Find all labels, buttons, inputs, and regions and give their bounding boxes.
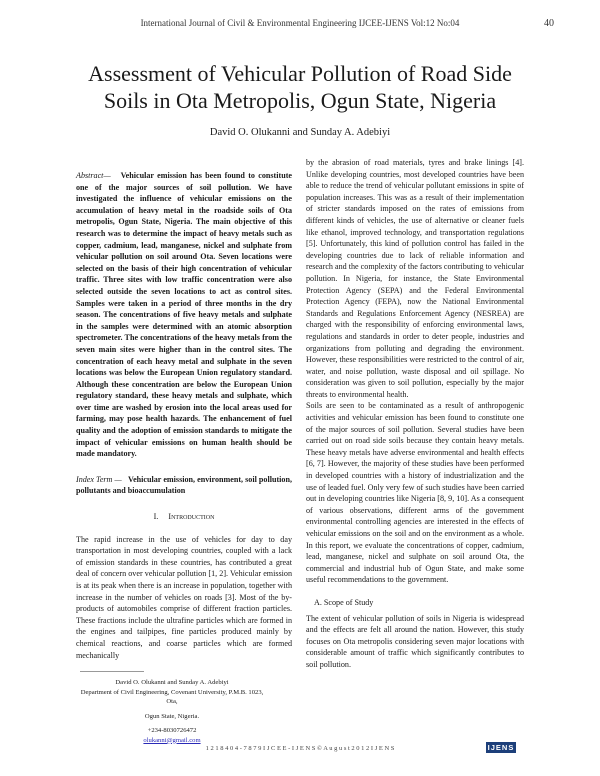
intro-paragraph: The rapid increase in the use of vehicles for day to day transportation in most developing countries, coupled with a lack of emission standards in these countries, has contributed a great deal of concern over vehicular pollution [1, 2]. Vehicular emission is at its peak when there is an increase in population, together with increase in the number of vehicles on roads [3]. Most of the by-products of automobiles comprise of different fraction particles. These fractions include the ultrafine particles which are formed in the engines and tailpipes, fine particles produced mainly by chemical reactions, and coarse particles which are formed mechanically — [76, 534, 292, 660]
index-terms-label: Index Term — [76, 474, 113, 484]
footnote-line: Ogun State, Nigeria. — [144, 712, 200, 720]
abstract-text: Vehicular emission has been found to constitute one of the major sources of soil pollution. We have investigated the influence of vehicular emissions on the accumulation of heavy metal in the roadside soils of Ota metropolis, Ogun State, Nigeria. The main objective of this research was to determine the impact of heavy metals such as copper, cadmium, lead, manganese, nickel and sulphate from vehicular pollution on soil around Ota. Seven locations were selected on the basis of their high concentration of vehicular traffic. Three sites with low traffic concentration were also selected outside the seven locations to act as control sites. Samples were taken in a period of three months in the dry season. The concentrations of five heavy metals and sulphate in the samples were determined with an atomic absorption spectrometer. The concentrations of the heavy metals from the seven main sites were higher than in the control sites. The concentration of each heavy metal and sulphate in the seven locations was below the European Union regulatory standard. Although these concentration are below the European Union regulatory standard, these heavy metals and sulphate, which over time are washed by erosion into the local areas used for farming, may pose health hazards. The enhancement of fuel quality and the adoption of emission standards to mitigate the impact of vehicular emissions on human health should be made mandatory. — [76, 171, 292, 459]
footnote-rule — [80, 671, 144, 672]
footnote-email-link[interactable]: olukanni@gmail.com — [143, 736, 201, 744]
section-number: I. — [153, 512, 159, 522]
abstract-label: Abstract — [76, 171, 104, 180]
index-terms-text: Vehicular emission, environment, soil pollution, pollutants and bioaccumulation — [76, 474, 292, 496]
ijens-logo: IJENS — [487, 743, 515, 752]
right-column — [306, 157, 524, 671]
page-footer: 1 2 1 8 4 0 4 - 7 8 7 9 I J C E E - I J E N S © A u g u s t 2 0 1 2 I J E N S — [205, 745, 395, 752]
section-title: Introduction — [168, 512, 215, 522]
title-line-1: Assessment of Vehicular Pollution of Road Side — [88, 61, 512, 86]
left-column — [76, 170, 292, 745]
running-header: International Journal of Civil & Environmental Engineering IJCEE-IJENS Vol:12 No:04 — [140, 18, 460, 28]
spacer — [76, 460, 292, 474]
index-terms-dash: — — [112, 474, 122, 484]
subsection-heading-scope: A. Scope of Study — [314, 597, 374, 607]
footnote-line: David O. Olukanni and Sunday A. Adebiyi — [115, 679, 229, 687]
author-list: David O. Olukanni and Sunday A. Adebiyi — [209, 127, 391, 138]
abstract — [76, 170, 292, 460]
index-terms — [76, 474, 292, 497]
title-line-2: Soils in Ota Metropolis, Ogun State, Nigeria — [103, 88, 497, 113]
abstract-dash: — — [103, 171, 111, 180]
section-heading-introduction — [76, 511, 292, 523]
author-footnote — [76, 678, 268, 745]
page-number: 40 — [544, 18, 554, 29]
intro-paragraph-2: Soils are seen to be contaminated as a result of anthropogenic activities and vehicular emission has been found to constitute one of the major sources of soil pollution. Several studies have been carried out on road side soils because they contain heavy metals. These heavy metals have adverse environmental and health effects [6, 7]. However, the majority of these studies have been performed in developed countries with a history of industrialization and the use of leaded fuel. Only very few of such studies have been carried out in developing countries like Nigeria [8, 9, 10]. As a consequent of various observations, different arms of the government environmental controlling agencies are interested in the effects of vehicular emissions on the soil and on the environment as a whole. In this report, we evaluate the concentrations of copper, cadmium, lead, manganese, nickel and sulphate on soil around Ota, the commercial and industrial hub of Ogun State, and make some useful recommendations to the government. — [306, 401, 524, 585]
spacer — [306, 586, 524, 597]
footnote-phone: +234-8030726472 — [147, 727, 197, 735]
scope-paragraph: The extent of vehicular pollution of soils in Nigeria is widespread and the effects are felt all around the nation. However, this study focuses on Ota metropolis considering seven major locations with considerable amount of traffic which significantly contributes to soil pollution. — [306, 613, 524, 669]
footnote-line: Department of Civil Engineering, Covenant University, P.M.B. 1023, Ota, — [80, 688, 264, 706]
intro-continuation: by the abrasion of road materials, tyres and brake linings [4]. Unlike developing countries, most developed countries have been able to reduce the trend of vehicular pollutant emissions in spite of population increases. This was as a result of their implementation of stricter standards imposed on the rates of emissions from different kinds of vehicles, the use of alternative or cleaner fuels like ethanol, improved technology, and transportation regulations [5]. Unfortunately, this kind of pollution control has failed in the developing countries due to lack of reliable information and research and the complexity of the factors contributing to vehicular pollution. In Nigeria, for instance, the State Environmental Protection Agency (SEPA) and the Federal Environmental Protection Agency (FEPA), now the National Environmental Standards and Regulations Enforcement Agency (NESREA) are charged with the responsibility of enforcing environmental laws, regulations and standards in order to deter people, industries and organizations from polluting and degrading the environment. However, these responsibilities were restricted to the control of air, water, and noise pollution, waste disposal and oil spillage. No consideration was given to soil pollution, especially by the major threats to environmental health. — [306, 158, 524, 399]
spacer — [76, 523, 292, 534]
paper-title — [40, 60, 560, 114]
spacer — [76, 497, 292, 511]
